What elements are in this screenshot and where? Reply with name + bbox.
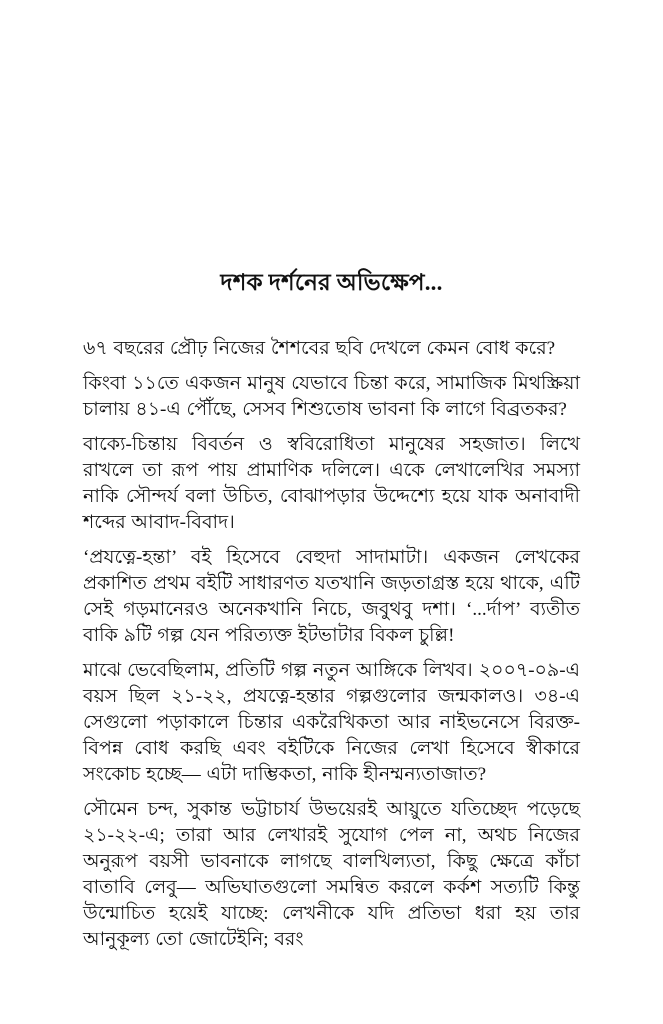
paragraph: ‘প্রযত্নে-হন্তা’ বই হিসেবে বেহুদা সাদামাটা। একজন লেখকের প্রকাশিত প্রথম বইটি সাধারণত যতখানি জড়তাগ্রস্ত হয়ে থাকে, এটি সেই গড়মানেরও অনেকখানি নিচে, জবুথবু দশা। ‘...র্দাপ’ ব্যতীত বাকি ৯টি গল্প যেন পরিত্যক্ত ইটভাটার বিকল চুল্লি!	[83, 547, 580, 646]
chapter-title: দশক দর্শনের অভিক্ষেপ...	[220, 270, 443, 295]
paragraph: বাক্যে-চিন্তায় বিবর্তন ও স্ববিরোধিতা মানুষের সহজাত। লিখে রাখলে তা রূপ পায় প্রামাণিক দলিলে। একে লেখালেখির সমস্যা নাকি সৌন্দর্য বলা উচিত, বোঝাপড়ার উদ্দেশ্যে হয়ে যাক অনাবাদী শব্দের আবাদ-বিবাদ।	[83, 434, 580, 533]
page-content	[83, 268, 580, 953]
paragraph: সৌমেন চন্দ, সুকান্ত ভট্টাচার্য উভয়েরই আয়ুতে যতিচ্ছেদ পড়েছে ২১-২২-এ; তারা আর লেখারই সুযোগ পেল না, অথচ নিজের অনুরূপ বয়সী ভাবনাকে লাগছে বালখিল্যতা, কিছু ক্ষেত্রে কাঁচা বাতাবি লেবু— অভিঘাতগুলো সমন্বিত করলে কর্কশ সত্যটি কিন্তু উন্মোচিত হয়েই যাচ্ছে: লেখনীকে যদি প্রতিভা ধরা হয় তার আনুকূল্য তো জোটেইনি; বরং	[83, 799, 580, 950]
body-text	[83, 336, 580, 953]
paragraph: ৬৭ বছরের প্রৌঢ় নিজের শৈশবের ছবি দেখলে কেমন বোধ করে?	[83, 338, 556, 359]
paragraph: কিংবা ১১তে একজন মানুষ যেভাবে চিন্তা করে, সামাজিক মিথস্ক্রিয়া চালায় ৪১-এ পৌঁছে, সেসব শিশুতোষ ভাবনা কি লাগে বিব্রতকর?	[83, 373, 580, 420]
paragraph: মাঝে ভেবেছিলাম, প্রতিটি গল্প নতুন আঙ্গিকে লিখব। ২০০৭-০৯-এ বয়স ছিল ২১-২২, প্রযত্নে-হন্তার গল্পগুলোর জন্মকালও। ৩৪-এ সেগুলো পড়াকালে চিন্তার একরৈখিকতা আর নাইভনেসে বিরক্ত-বিপন্ন বোধ করছি এবং বইটিকে নিজের লেখা হিসেবে স্বীকারে সংকোচ হচ্ছে— এটা দাম্ভিকতা, নাকি হীনম্মন্যতাজাত?	[83, 660, 580, 785]
